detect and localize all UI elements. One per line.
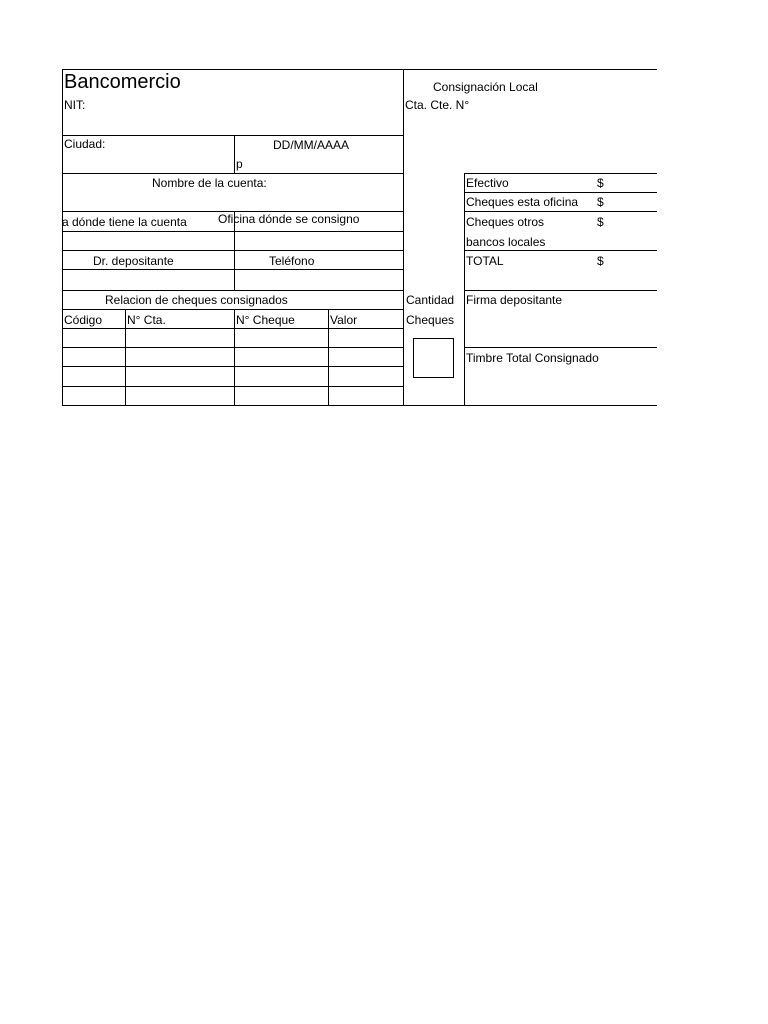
quantity-label-line2: Cheques (406, 313, 455, 327)
date-field[interactable] (236, 136, 402, 172)
cheques-table-caption: Relacion de cheques consignados (105, 293, 288, 307)
quantity-label-line1: Cantidad (406, 293, 455, 307)
line-below-caption (62, 309, 403, 310)
depositor-label: Dr. depositante (93, 254, 174, 268)
office-cheques-label: Cheques esta oficina (466, 195, 579, 209)
line-below-city (62, 173, 403, 174)
deposit-slip-form (0, 0, 768, 420)
cash-amount-field[interactable] (606, 174, 656, 191)
table-row[interactable] (64, 387, 402, 404)
cash-currency: $ (597, 176, 604, 190)
signature-label: Firma depositante (466, 293, 563, 307)
other-cheques-currency: $ (597, 215, 604, 229)
col-header-cta: N° Cta. (127, 313, 166, 327)
office-label: Oficina dónde se consigno (218, 212, 360, 226)
divider-main (403, 69, 404, 406)
phone-field[interactable] (236, 270, 402, 289)
account-number-field[interactable] (475, 95, 655, 117)
total-amount-field[interactable] (606, 251, 656, 289)
city-field[interactable] (110, 136, 232, 172)
office-cheques-currency: $ (597, 195, 604, 209)
border-left (62, 69, 63, 406)
stamp-field[interactable] (466, 366, 656, 404)
table-row[interactable] (64, 329, 402, 346)
city-label: Ciudad: (64, 137, 106, 151)
branch-field[interactable] (64, 232, 233, 250)
account-name-label: Nombre de la cuenta: (152, 176, 267, 190)
office-cheques-amount-field[interactable] (606, 193, 656, 210)
other-cheques-label-line2: bancos locales (466, 235, 546, 249)
col-header-cheque: N° Cheque (236, 313, 295, 327)
quantity-box[interactable] (413, 338, 454, 378)
line-below-blank2 (62, 290, 403, 291)
phone-label: Teléfono (269, 254, 315, 268)
account-name-field[interactable] (64, 190, 402, 210)
nit-label: NIT: (64, 98, 86, 112)
line-below-total (464, 290, 657, 291)
line-below-blank1 (62, 250, 403, 251)
divider-city-date (234, 135, 235, 173)
cash-label: Efectivo (466, 176, 509, 190)
line-below-signature (464, 347, 657, 348)
bank-name: Bancomercio (64, 71, 181, 93)
table-row[interactable] (64, 348, 402, 365)
date-label: DD/MM/AAAA (273, 138, 350, 152)
stamp-label: Timbre Total Consignado (466, 351, 599, 365)
nit-field[interactable] (90, 96, 400, 132)
date-extra-text: p (236, 157, 243, 171)
account-number-label: Cta. Cte. N° (405, 98, 470, 112)
depositor-field[interactable] (64, 270, 233, 289)
other-cheques-amount-field[interactable] (606, 212, 656, 249)
total-label: TOTAL (466, 254, 504, 268)
signature-field[interactable] (466, 310, 656, 346)
branch-label: a dónde tiene la cuenta (62, 215, 187, 229)
office-field[interactable] (236, 232, 402, 250)
col-header-valor: Valor (330, 313, 358, 327)
col-header-codigo: Código (64, 313, 103, 327)
other-cheques-label-line1: Cheques otros (466, 215, 545, 229)
form-title: Consignación Local (433, 80, 538, 94)
table-row[interactable] (64, 367, 402, 385)
border-bottom (62, 405, 657, 406)
total-currency: $ (597, 254, 604, 268)
